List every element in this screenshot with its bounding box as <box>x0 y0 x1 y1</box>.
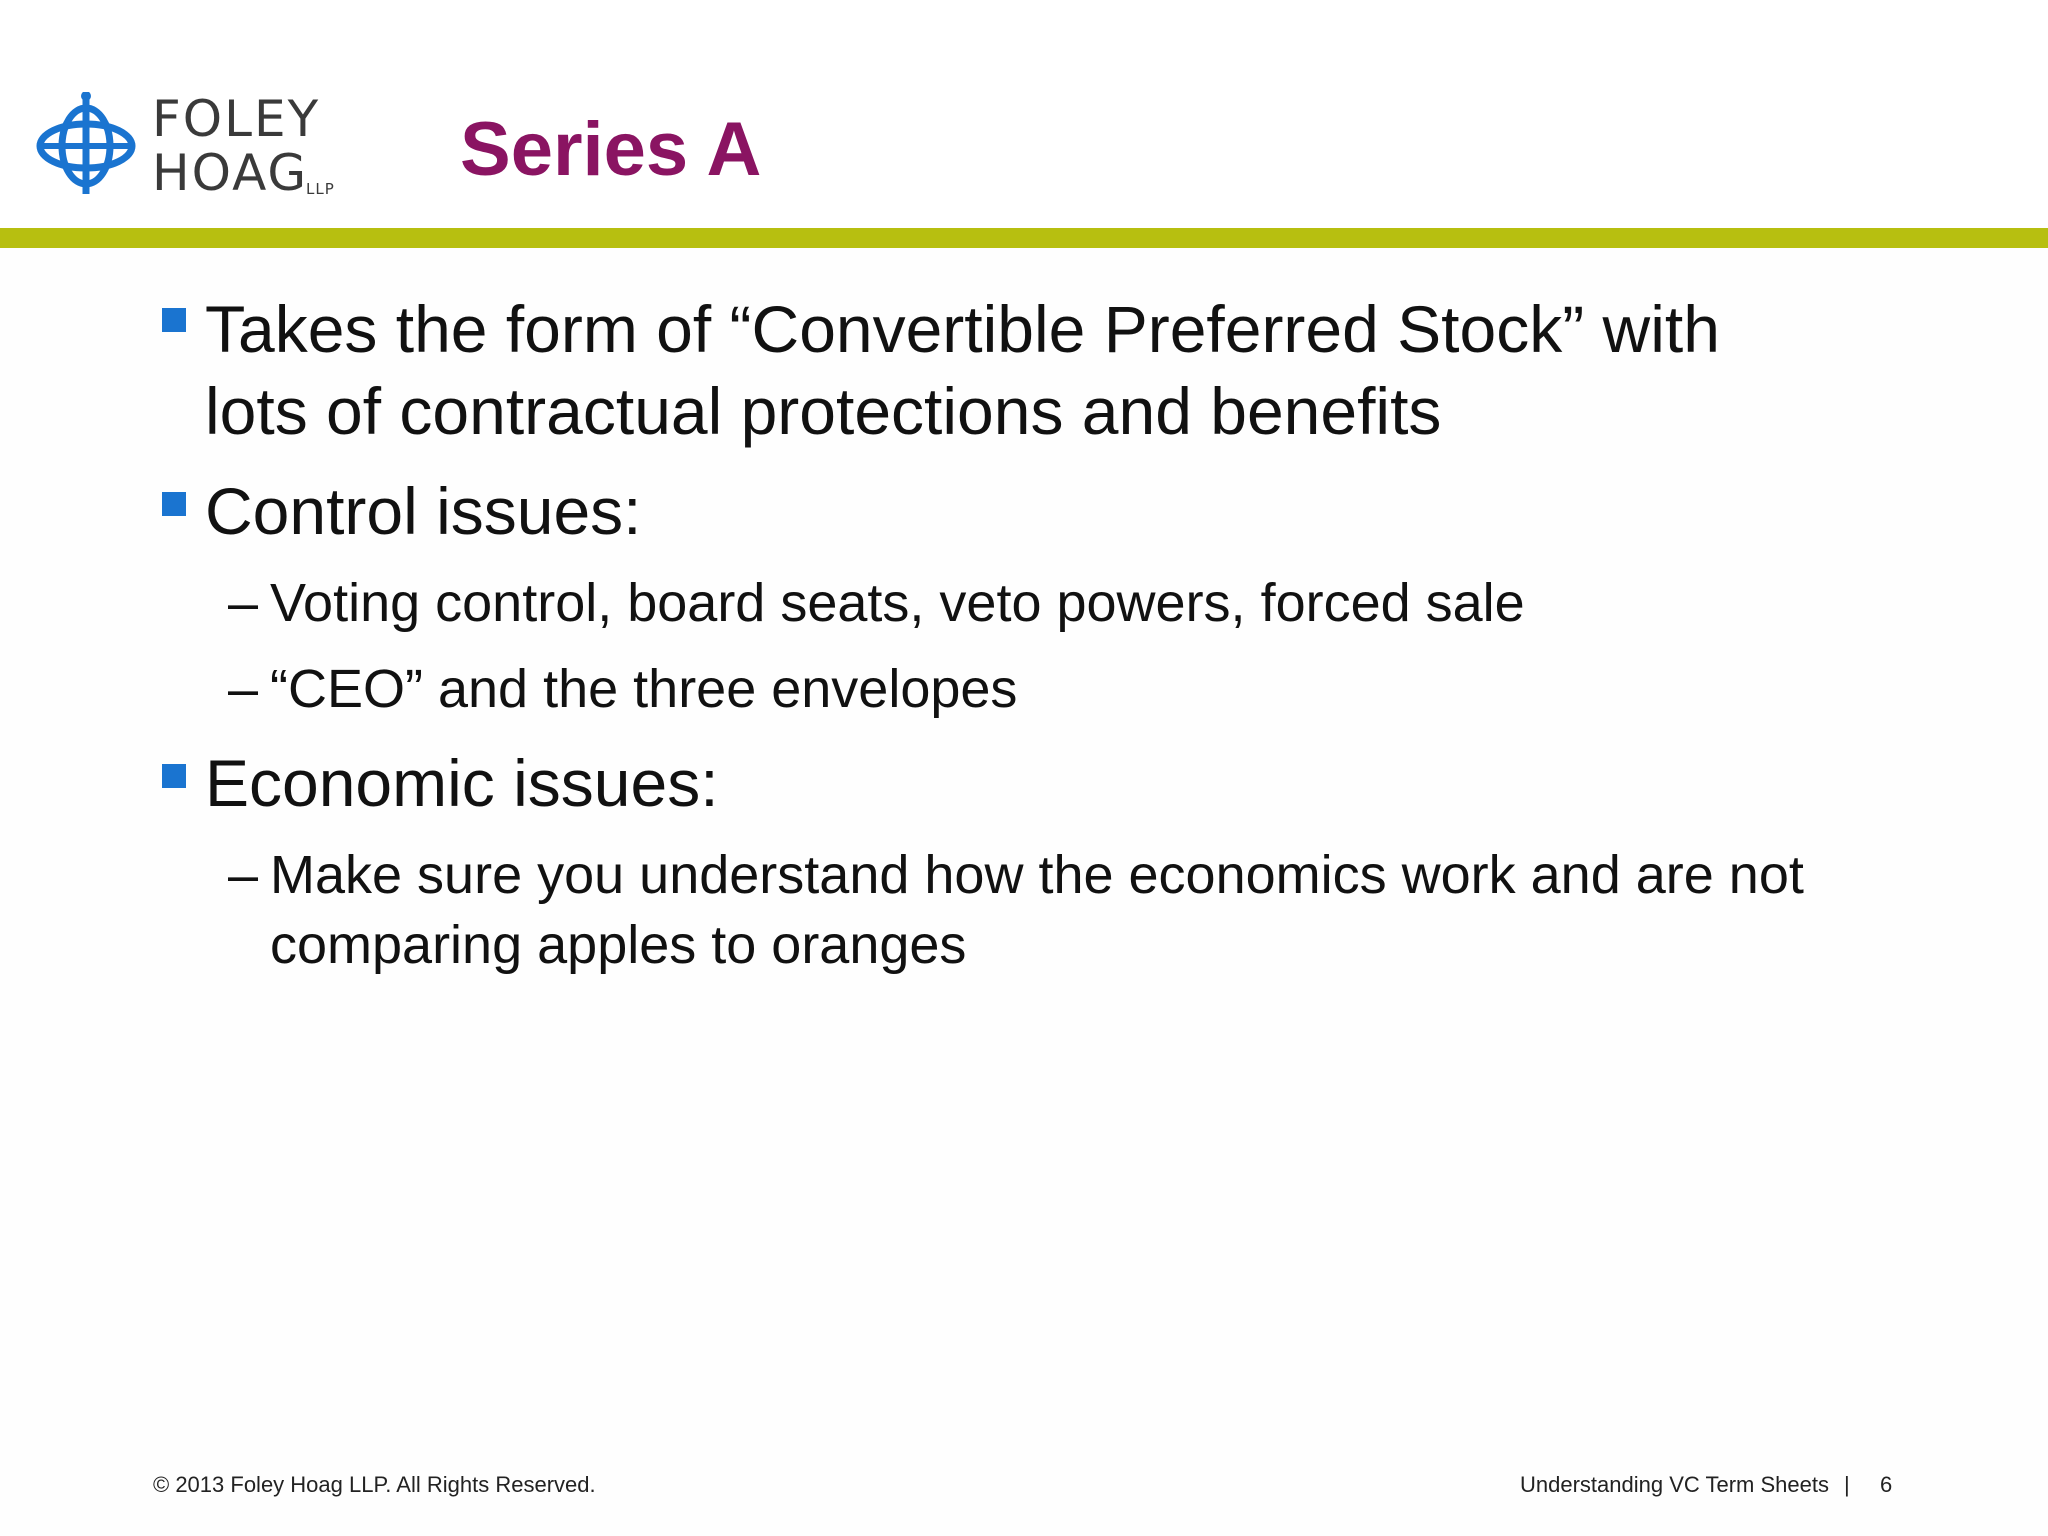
sub-bullet-item: Make sure you understand how the economics work and are not comparing apples to oranges <box>270 845 1804 975</box>
company-logo <box>34 88 354 202</box>
bullet-item: Economic issues: <box>205 746 719 820</box>
sub-bullet-dash: – <box>228 573 259 633</box>
slide-body <box>0 248 2048 1536</box>
slide-title: Series A <box>460 107 762 192</box>
header-divider <box>0 228 2048 248</box>
slide-header <box>0 0 2048 228</box>
sub-bullet-dash: – <box>228 845 259 905</box>
footer-page-number: 6 <box>1880 1472 1893 1497</box>
footer-copyright: © 2013 Foley Hoag LLP. All Rights Reserved. <box>153 1472 596 1497</box>
sub-bullet-item: “CEO” and the three envelopes <box>270 659 1018 719</box>
bullet-item: Control issues: <box>205 474 642 548</box>
footer-deck-title: Understanding VC Term Sheets <box>1520 1472 1829 1497</box>
bullet-marker <box>162 308 186 332</box>
sub-bullet-item: Voting control, board seats, veto powers, forced sale <box>270 573 1525 633</box>
logo-word-foley: FOLEY <box>152 90 321 148</box>
bullet-marker <box>162 764 186 788</box>
globe-logo-icon <box>34 92 138 196</box>
logo-word-hoag: HOAG <box>152 144 309 202</box>
bullet-marker <box>162 492 186 516</box>
sub-bullet-dash: – <box>228 659 259 719</box>
bullet-item: Takes the form of “Convertible Preferred Stock” with lots of contractual protections and benefits <box>205 292 1720 448</box>
footer-separator: | <box>1844 1472 1850 1497</box>
logo-suffix: LLP <box>306 180 335 198</box>
